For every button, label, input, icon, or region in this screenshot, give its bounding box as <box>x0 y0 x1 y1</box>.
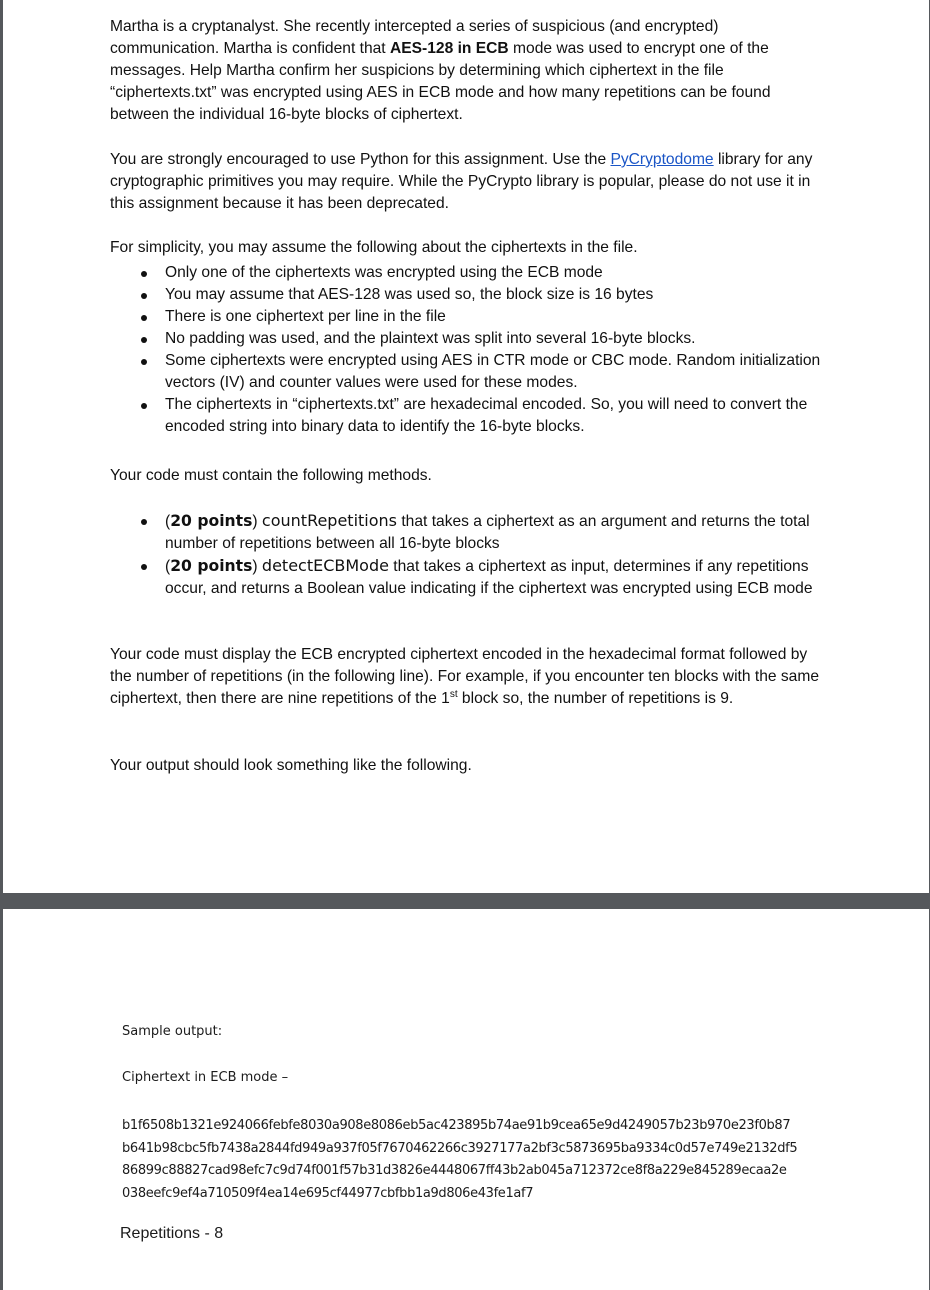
bullet-icon <box>141 271 147 277</box>
list-item <box>110 306 822 328</box>
bullet-icon <box>141 315 147 321</box>
ordinal-superscript: st <box>449 688 458 700</box>
assumption-text: You may assume that AES-128 was used so, the block size is 16 bytes <box>165 286 654 303</box>
python-paragraph <box>110 149 822 215</box>
python-text: You are strongly encouraged to use Python for this assignment. Use the <box>110 151 611 168</box>
document-page-1 <box>3 0 929 893</box>
bullet-icon <box>141 359 147 365</box>
method-paren: ( <box>165 558 171 575</box>
bullet-icon <box>141 337 147 343</box>
ciphertext-line: 038eefc9ef4a710509f4ea14e695cf44977cbfbb1a9d806e43fe1af7 <box>122 1185 534 1201</box>
document-page-2 <box>3 909 929 1290</box>
python-text-continued: library for any cryptographic primitives you may require. While the PyCrypto library is popular, please do not use it in this assignment because it has been deprecated. <box>110 151 813 212</box>
sample-output-label: Sample output: <box>122 1024 223 1039</box>
method-points: 20 points <box>170 557 253 575</box>
list-item <box>110 394 822 438</box>
methods-intro: Your code must contain the following methods. <box>110 467 432 484</box>
assumption-text: Some ciphertexts were encrypted using AES in CTR mode or CBC mode. Random initialization vectors (IV) and counter values were used for these modes. <box>165 352 821 391</box>
display-text-continued: block so, the number of repetitions is 9. <box>457 690 734 707</box>
list-item <box>110 284 822 306</box>
methods-list <box>110 510 822 600</box>
method-paren: ( <box>165 513 171 530</box>
bullet-icon <box>141 564 147 570</box>
cipher-heading: Ciphertext in ECB mode – <box>122 1070 289 1085</box>
list-item <box>110 262 822 284</box>
method-paren: ) <box>252 558 262 575</box>
display-text: Your code must display the ECB encrypted ciphertext encoded in the hexadecimal format followed by the number of repetitions (in the following line). For example, if you encounter ten blocks with the same ciphertext, then there are nine repetitions of the 1 <box>110 646 820 707</box>
assumption-text: No padding was used, and the plaintext was split into several 16-byte blocks. <box>165 330 696 347</box>
ciphertext-line: b641b98cbc5fb7438a2844fd949a937f05f7670462266c3927177a2bf3c5873695ba9334c0d57e749e2132df5 <box>122 1140 798 1156</box>
assumption-text: Only one of the ciphertexts was encrypted using the ECB mode <box>165 264 603 281</box>
ciphertext-line: 86899c88827cad98efc7c9d74f001f57b31d3826e4448067ff43b2ab045a712372ce8f8a229e845289ecaa2e <box>122 1163 787 1178</box>
list-item <box>110 555 822 600</box>
intro-text: Martha is a cryptanalyst. She recently intercepted a series of suspicious (and encrypted) communication. Martha is confident that <box>110 18 719 57</box>
intro-text-continued: mode was used to encrypt one of the messages. Help Martha confirm her suspicions by determining which ciphertext in the file “ciphertexts.txt” was encrypted using AES in ECB mode and how many repetitions can be found between the individual 16-byte blocks of ciphertext. <box>110 40 771 123</box>
list-item <box>110 350 822 394</box>
ciphertext-block <box>122 1115 822 1205</box>
intro-bold-mode: AES-128 in ECB <box>389 40 509 57</box>
display-paragraph <box>110 644 822 710</box>
method-paren: ) <box>252 513 262 530</box>
bullet-icon <box>141 519 147 525</box>
list-item <box>110 328 822 350</box>
intro-paragraph <box>110 16 822 126</box>
pycryptodome-link[interactable]: PyCryptodome <box>610 151 714 168</box>
method-description: that takes a ciphertext as input, determines if any repetitions occur, and returns a Boolean value indicating if the ciphertext was encrypted using ECB mode <box>165 558 813 597</box>
ciphertext-line: b1f6508b1321e924066febfe8030a908e8086eb5ac423895b74ae91b9cea65e9d4249057b23b970e23f0b87 <box>122 1118 791 1133</box>
assumptions-intro: For simplicity, you may assume the following about the ciphertexts in the file. <box>110 239 638 256</box>
assumptions-list <box>110 262 822 438</box>
bullet-icon <box>141 403 147 409</box>
method-name-count-repetitions: countRepetitions <box>261 511 398 530</box>
assumption-text: The ciphertexts in “ciphertexts.txt” are hexadecimal encoded. So, you will need to convert the encoded string into binary data to identify the 16-byte blocks. <box>165 396 808 435</box>
repetitions-count: Repetitions - 8 <box>120 1225 224 1242</box>
method-points: 20 points <box>170 512 253 530</box>
method-description: that takes a ciphertext as an argument and returns the total number of repetitions between all 16-byte blocks <box>165 513 810 552</box>
assumption-text: There is one ciphertext per line in the file <box>165 308 446 325</box>
list-item <box>110 510 822 555</box>
method-name-detect-ecb-mode: detectECBMode <box>261 556 389 575</box>
output-intro: Your output should look something like the following. <box>110 757 472 774</box>
bullet-icon <box>141 293 147 299</box>
page-separator <box>0 893 930 909</box>
